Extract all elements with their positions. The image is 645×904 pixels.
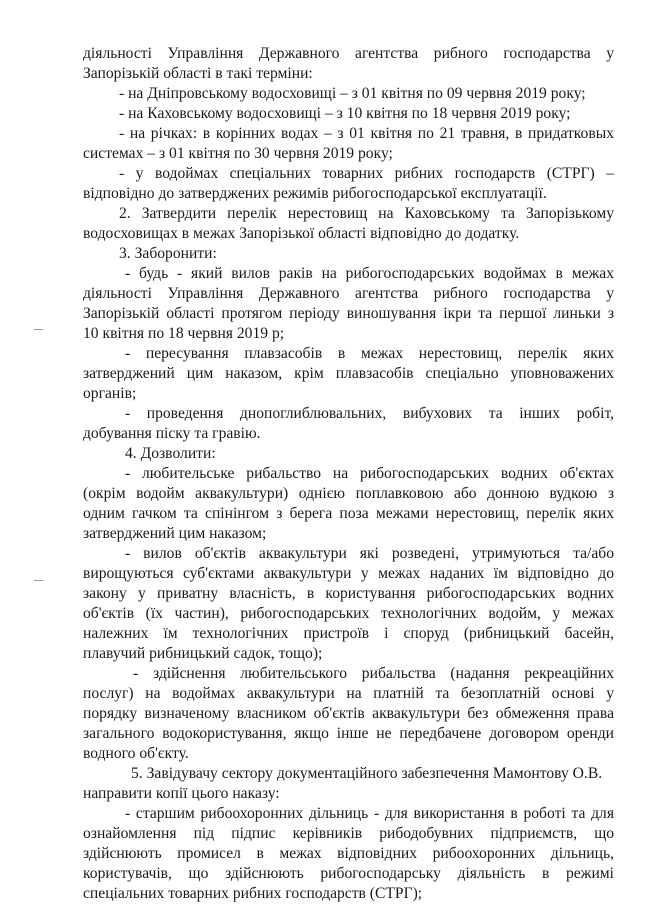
text-line: - пересування плавзасобів в межах нерестовищ, перелік яких bbox=[125, 345, 614, 362]
text-line: - проведення днопоглиблювальних, вибухових та інших робіт, bbox=[125, 405, 614, 422]
text-line: діяльності Управління Державного агентства рибного господарства у bbox=[83, 45, 614, 62]
margin-mark bbox=[34, 580, 43, 581]
text-line: загального водокористування, якщо інше не передбачене договором оренди bbox=[83, 725, 614, 742]
text-line: ознайомлення під підпис керівників рибодобувних підприємств, що bbox=[83, 825, 614, 842]
text-line: - на Дніпровському водосховищі – з 01 квітня по 09 червня 2019 року; bbox=[119, 85, 586, 102]
text-line: Запорізькій області в такі терміни: bbox=[83, 65, 313, 82]
text-line: плавучий рибницький садок, тощо); bbox=[83, 645, 323, 662]
text-line: 4. Дозволити: bbox=[125, 445, 216, 462]
text-line: затверджений цим наказом; bbox=[83, 525, 267, 542]
text-line: 10 квітня по 18 червня 2019 р; bbox=[83, 325, 285, 342]
text-line: (окрім водойм аквакультури) однією поплавковою або донною вудкою з bbox=[83, 485, 614, 502]
text-line: належних їм технологічних пристроїв і споруд (рибницький басейн, bbox=[83, 625, 614, 642]
text-line: спеціальних товарних рибних господарств (СТРГ); bbox=[83, 885, 423, 902]
text-line: 5. Завідувачу сектору документаційного забезпечення Мамонтову О.В. bbox=[131, 765, 603, 782]
text-line: - на річках: в корінних водах – з 01 квітня по 21 травня, в придатковых bbox=[119, 125, 614, 142]
text-line: закону у приватну власність, в користування рибогосподарських водних bbox=[83, 585, 614, 602]
text-line: порядку визначеному власником об'єктів аквакультури без обмеження права bbox=[83, 705, 614, 722]
text-line: добування піску та гравію. bbox=[83, 425, 261, 442]
text-line: - у водоймах спеціальних товарних рибних господарств (СТРГ) – bbox=[119, 165, 614, 182]
text-line: - старшим рибоохоронних дільниць - для використання в роботі та для bbox=[125, 805, 614, 822]
text-line: водосховищах в межах Запорізької області відповідно до додатку. bbox=[83, 225, 520, 242]
text-line: користувачів, що здійснюють рибогосподарську діяльність в режимі bbox=[83, 865, 614, 882]
text-line: здійснюють промисел в межах відповідних рибоохоронних дільниць, bbox=[83, 845, 614, 862]
margin-mark bbox=[34, 329, 43, 330]
text-line: відповідно до затверджених режимів рибогосподарської експлуатації. bbox=[83, 185, 547, 202]
text-line: органів; bbox=[83, 385, 137, 402]
text-line: - на Каховському водосховищі – з 10 квітня по 18 червня 2019 року; bbox=[119, 105, 571, 122]
text-line: 3. Заборонити: bbox=[119, 245, 217, 262]
text-line: водного об'єкту. bbox=[83, 745, 189, 762]
text-line: 2. Затвердити перелік нерестовищ на Каховському та Запорізькому bbox=[119, 205, 614, 222]
text-line: Запорізькій області протягом періоду виношування ікри та першої линьки з bbox=[83, 305, 614, 322]
text-line: - любительське рибальство на рибогосподарських водних об'єктах bbox=[125, 465, 614, 482]
text-line: затверджений цим наказом, крім плавзасобів спеціально уповноважених bbox=[83, 365, 614, 382]
text-line: - будь - який вилов раків на рибогосподарських водоймах в межах bbox=[125, 265, 614, 282]
text-line: системах – з 01 квітня по 30 червня 2019 року; bbox=[83, 145, 393, 162]
text-line: - вилов об'єктів аквакультури які розведені, утримуються та/або bbox=[125, 545, 614, 562]
text-line: вирощуються суб'єктами аквакультури у межах наданих їм відповідно до bbox=[83, 565, 614, 582]
text-line: діяльності Управління Державного агентства рибного господарства у bbox=[83, 285, 614, 302]
text-line: об'єктів (їх частин), рибогосподарських технологічних водойм, у межах bbox=[83, 605, 614, 622]
text-line: послуг) на водоймах аквакультури на платній та безоплатній основі у bbox=[83, 685, 614, 702]
text-line: одним гачком та спінінгом з берега поза межами нерестовищ, перелік яких bbox=[83, 505, 614, 522]
text-line: направити копії цього наказу: bbox=[83, 785, 280, 802]
text-line: - здійснення любительського рибальства (надання рекреаційних bbox=[133, 665, 614, 682]
